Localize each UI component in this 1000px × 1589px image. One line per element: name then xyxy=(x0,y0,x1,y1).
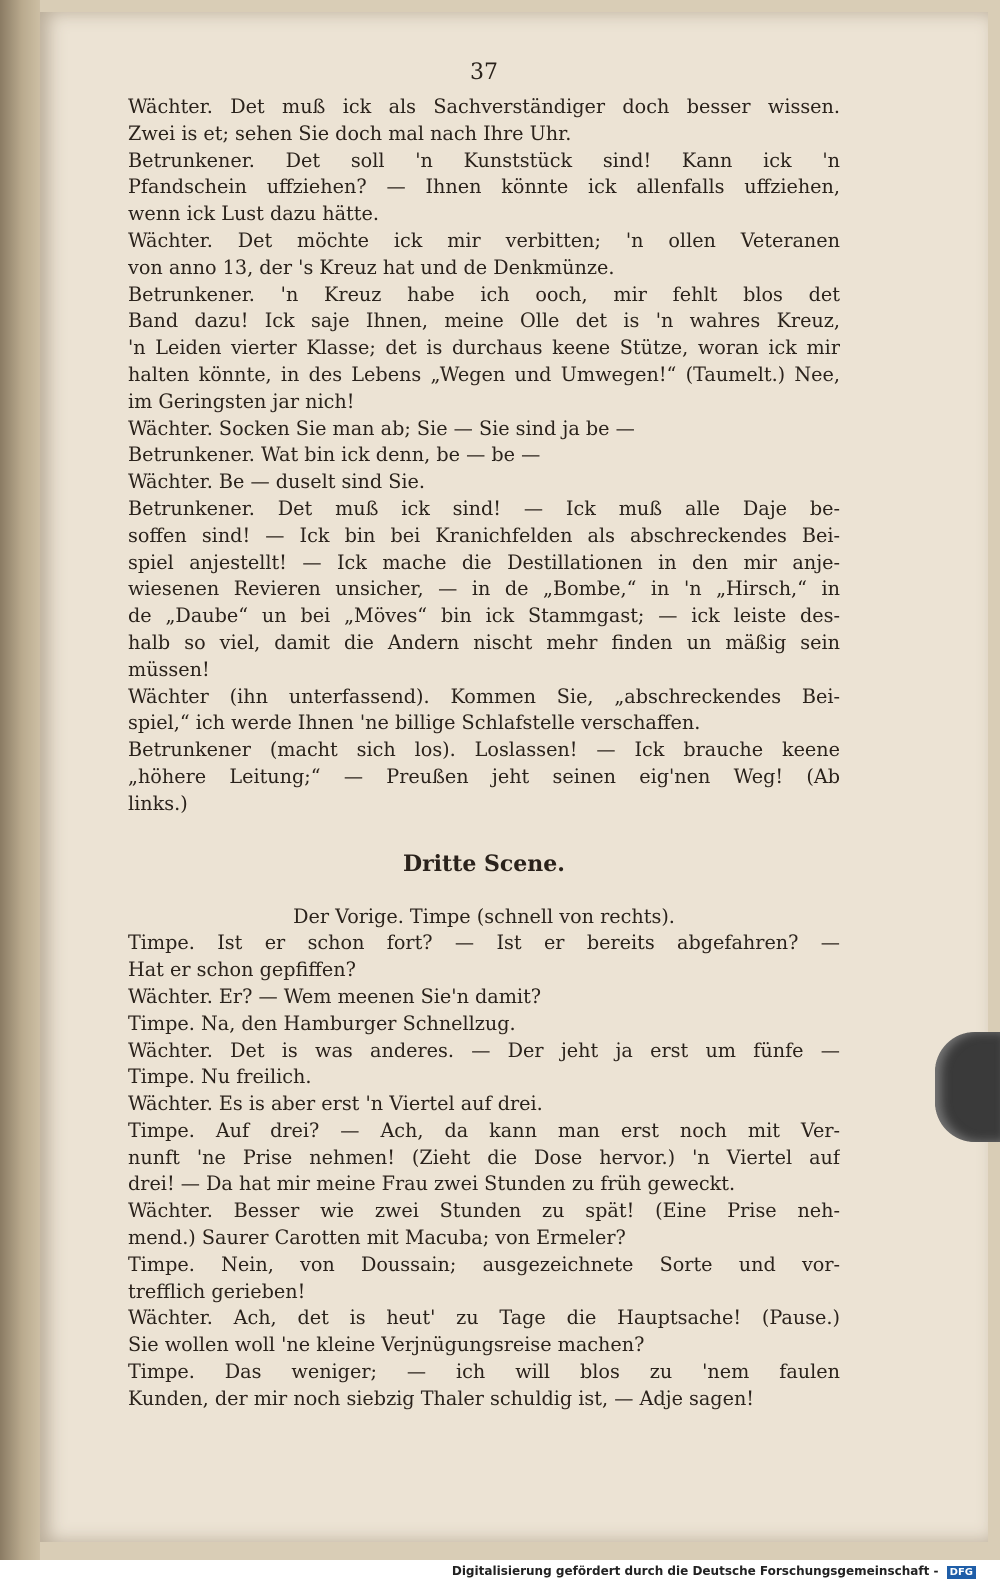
text-line: Wächter. Det muß ick als Sachverständiger doch besser wissen. xyxy=(128,95,840,118)
text-line: halten könnte, in des Lebens „Wegen und Umwegen!“ (Taumelt.) Nee, xyxy=(128,362,840,386)
text-line: Wächter. Besser wie zwei Stunden zu spät! (Eine Prise neh- xyxy=(128,1199,840,1223)
text-line: halb so viel, damit die Andern nischt mehr finden un mäßig sein xyxy=(128,630,840,654)
dialogue-part-2 xyxy=(128,930,840,1412)
text-line: Timpe. Na, den Hamburger Schnellzug. xyxy=(128,1011,516,1035)
dialogue-part-1 xyxy=(128,94,840,818)
text-line: links.) xyxy=(128,791,188,815)
page-number: 37 xyxy=(470,60,498,85)
text-line: trefflich gerieben! xyxy=(128,1279,306,1303)
text-line: Sie wollen woll 'ne kleine Verjnügungsreise machen? xyxy=(128,1333,645,1357)
dfg-logo: DFG xyxy=(947,1566,976,1579)
text-line: Timpe. Auf drei? — Ach, da kann man erst noch mit Ver- xyxy=(128,1118,840,1142)
text-line: Betrunkener. 'n Kreuz habe ich ooch, mir fehlt blos det xyxy=(128,282,840,306)
stage-direction: Der Vorige. Timpe (schnell von rechts). xyxy=(293,904,675,928)
text-line: soffen sind! — Ick bin bei Kranichfelden als abschreckendes Bei- xyxy=(128,523,840,547)
text-line: de „Daube“ un bei „Möves“ bin ick Stammgast; — ick leiste des- xyxy=(128,604,840,628)
credit-text: Digitalisierung gefördert durch die Deutsche Forschungsgemeinschaft - xyxy=(451,1564,939,1578)
text-line: Timpe. Nu freilich. xyxy=(128,1065,312,1089)
page-text xyxy=(128,60,840,1413)
digitization-credit xyxy=(452,1564,976,1578)
text-line: Wächter (ihn unterfassend). Kommen Sie, „abschreckendes Bei- xyxy=(128,684,840,708)
text-line: von anno 13, der 's Kreuz hat und de Denkmünze. xyxy=(128,255,615,279)
text-line: Wächter. Er? — Wem meenen Sie'n damit? xyxy=(128,984,542,1008)
text-line: Hat er schon gepfiffen? xyxy=(128,958,356,982)
text-line: mend.) Saurer Carotten mit Macuba; von Ermeler? xyxy=(128,1226,626,1250)
text-line: Pfandschein uffziehen? — Ihnen könnte ick allenfalls uffziehen, xyxy=(128,175,840,199)
text-line: Wächter. Be — duselt sind Sie. xyxy=(128,470,426,494)
text-line: wiesenen Revieren unsicher, — in de „Bombe,“ in 'n „Hirsch,“ in xyxy=(128,577,840,601)
text-line: im Geringsten jar nich! xyxy=(128,389,355,413)
scanner-clip xyxy=(935,1032,1000,1142)
text-line: „höhere Leitung;“ — Preußen jeht seinen eig'nen Weg! (Ab xyxy=(128,764,840,788)
text-line: nunft 'ne Prise nehmen! (Zieht die Dose hervor.) 'n Viertel auf xyxy=(128,1145,840,1169)
text-line: 'n Leiden vierter Klasse; det is durchaus keene Stütze, woran ick mir xyxy=(128,336,840,360)
text-line: Wächter. Es is aber erst 'n Viertel auf drei. xyxy=(128,1092,543,1116)
text-line: Betrunkener (macht sich los). Loslassen! — Ick brauche keene xyxy=(128,738,840,762)
text-line: müssen! xyxy=(128,657,210,681)
text-line: Wächter. Det möchte ick mir verbitten; 'n ollen Veteranen xyxy=(128,228,840,252)
text-line: Zwei is et; sehen Sie doch mal nach Ihre Uhr. xyxy=(128,121,572,145)
scene-heading: Dritte Scene. xyxy=(403,850,565,877)
text-line: Band dazu! Ick saje Ihnen, meine Olle det is 'n wahres Kreuz, xyxy=(128,309,840,333)
text-line: spiel anjestellt! — Ick mache die Destillationen in den mir anje- xyxy=(128,550,840,574)
text-line: drei! — Da hat mir meine Frau zwei Stunden zu früh geweckt. xyxy=(128,1172,736,1196)
book-gutter xyxy=(0,0,40,1560)
text-line: Timpe. Das weniger; — ich will blos zu 'nem faulen xyxy=(128,1360,840,1384)
text-line: wenn ick Lust dazu hätte. xyxy=(128,202,379,226)
text-line: Betrunkener. Wat bin ick denn, be — be — xyxy=(128,443,541,467)
text-line: Timpe. Ist er schon fort? — Ist er bereits abgefahren? — xyxy=(128,931,840,955)
text-line: Wächter. Ach, det is heut' zu Tage die Hauptsache! (Pause.) xyxy=(128,1306,840,1330)
text-line: Wächter. Det is was anderes. — Der jeht ja erst um fünfe — xyxy=(128,1038,840,1062)
text-line: Betrunkener. Det muß ick sind! — Ick muß alle Daje be- xyxy=(128,496,840,520)
text-line: Timpe. Nein, von Doussain; ausgezeichnete Sorte und vor- xyxy=(128,1252,840,1276)
text-line: spiel,“ ich werde Ihnen 'ne billige Schlafstelle verschaffen. xyxy=(128,711,701,735)
text-line: Betrunkener. Det soll 'n Kunststück sind! Kann ick 'n xyxy=(128,148,840,172)
text-line: Wächter. Socken Sie man ab; Sie — Sie sind ja be — xyxy=(128,416,635,440)
text-line: Kunden, der mir noch siebzig Thaler schuldig ist, — Adje sagen! xyxy=(128,1386,755,1410)
